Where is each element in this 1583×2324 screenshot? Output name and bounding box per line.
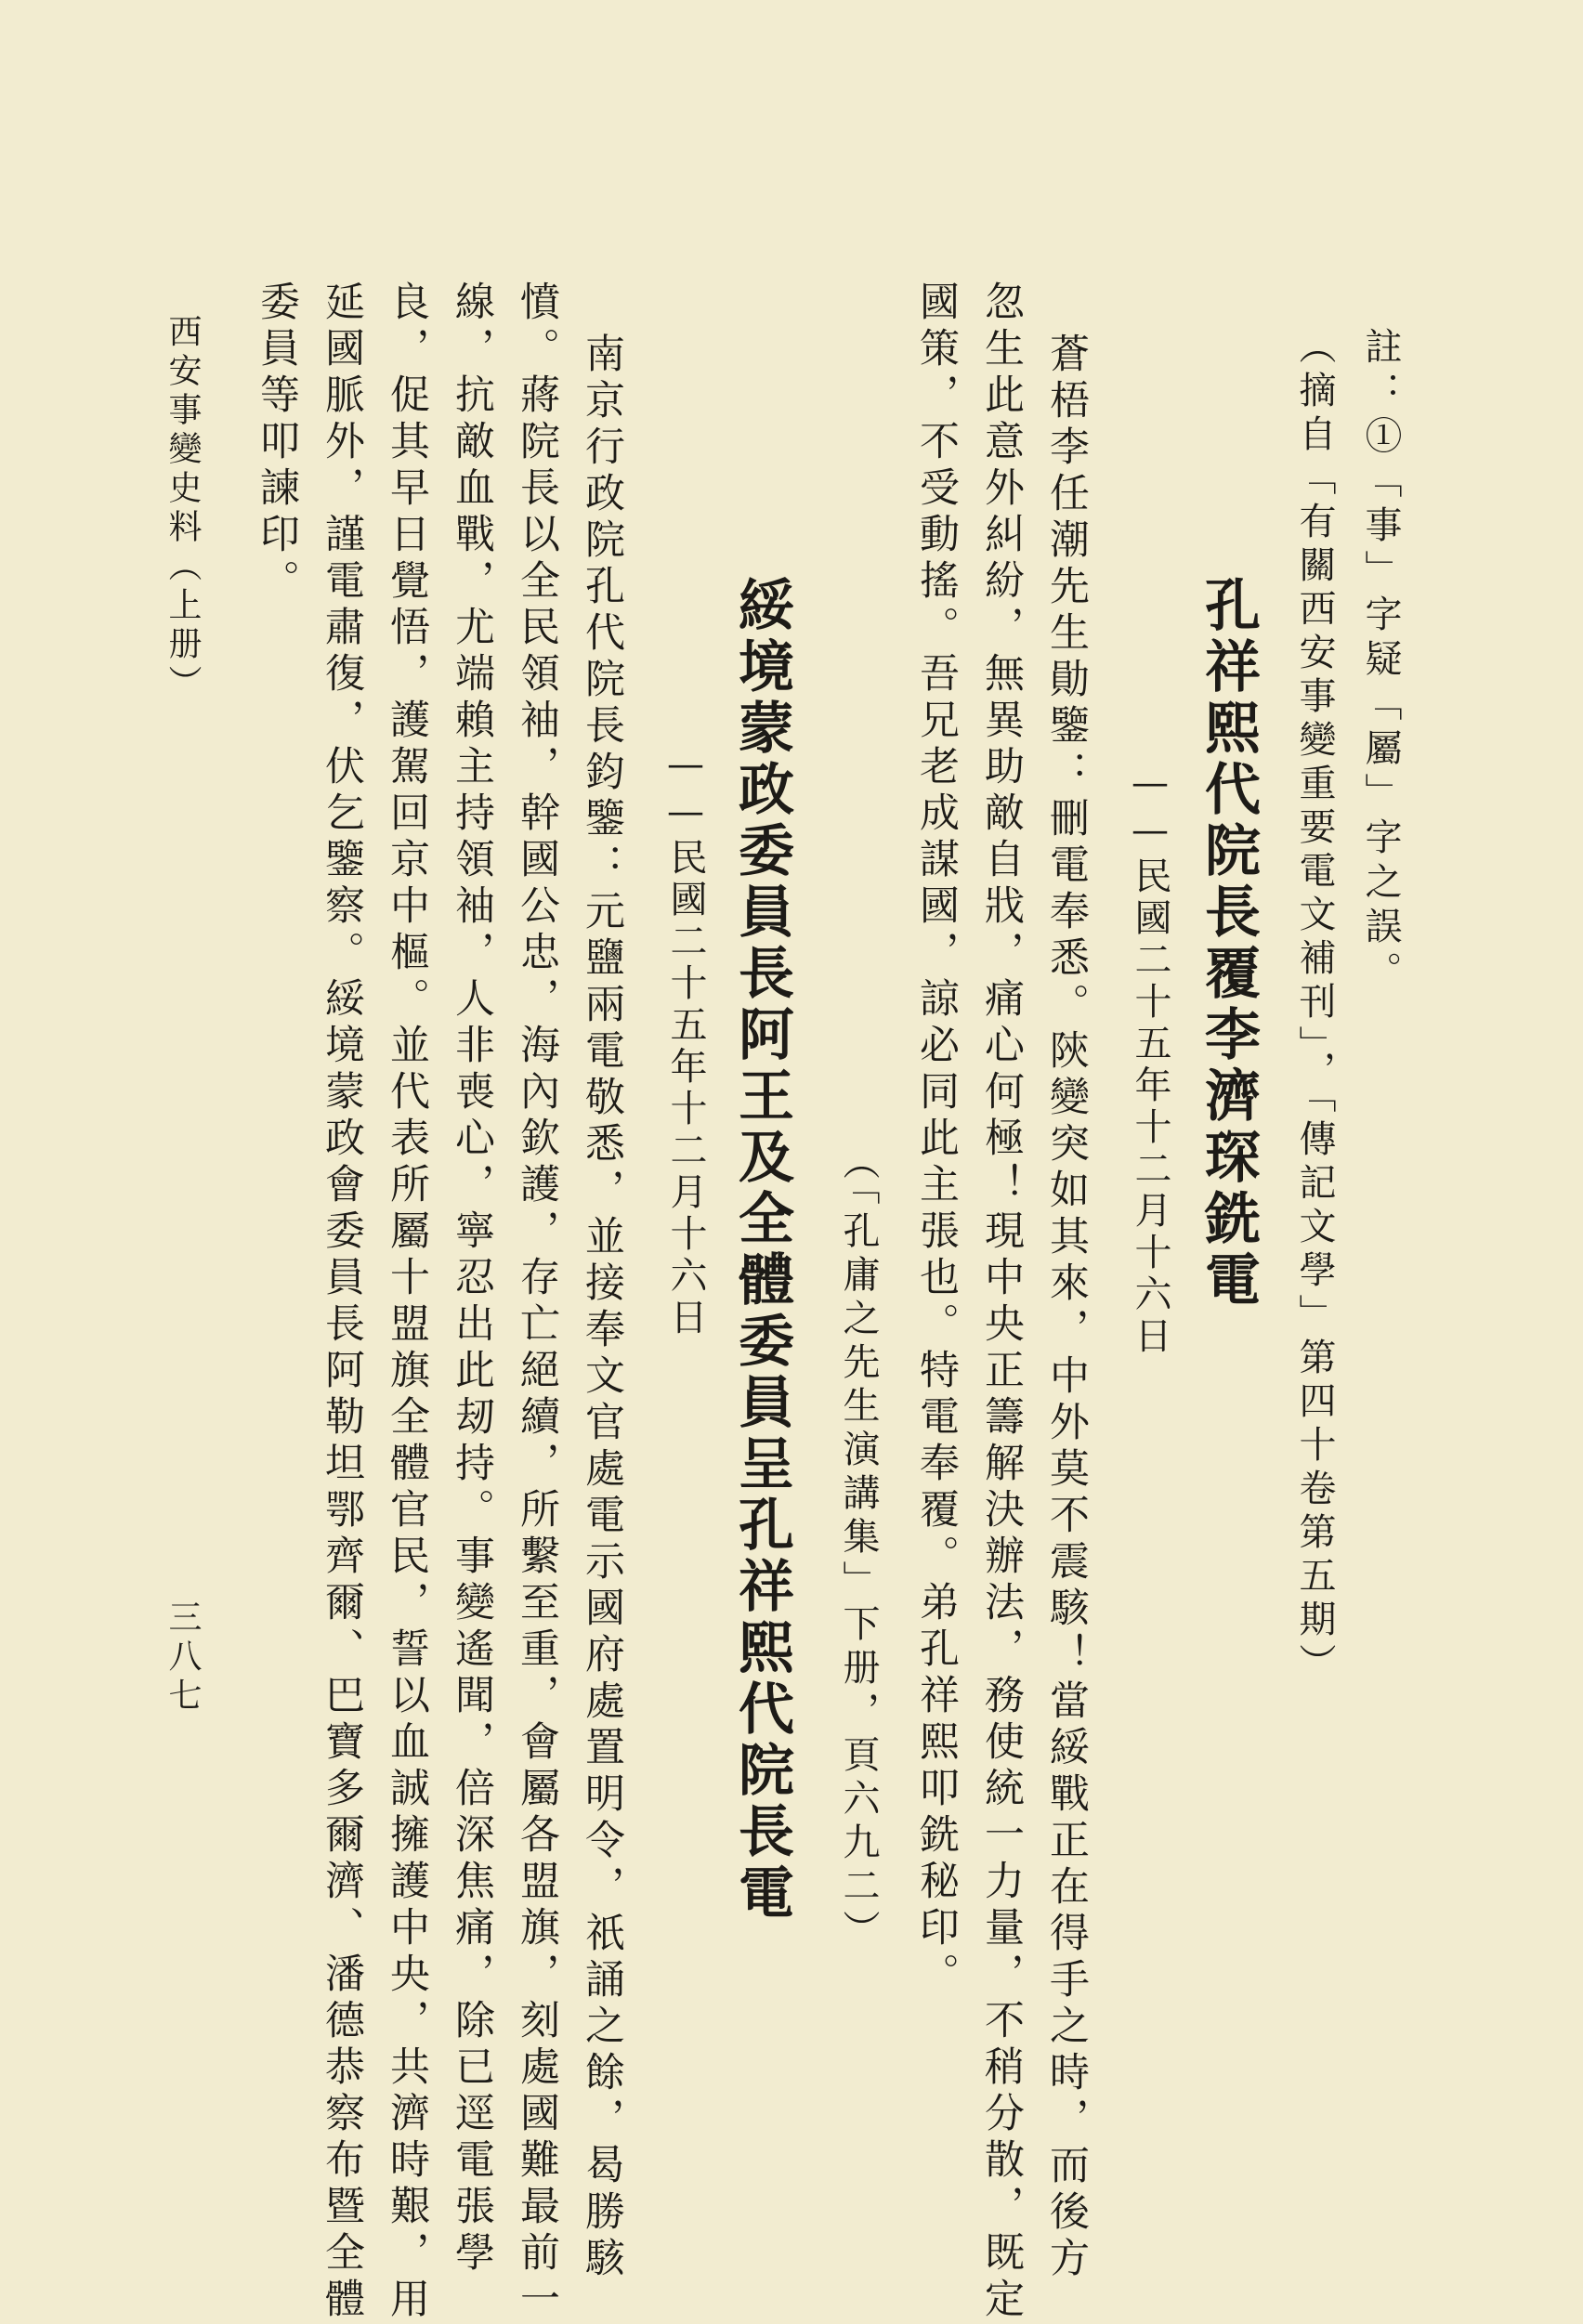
section1-title: 孔祥熙代院長覆李濟琛銑電 [1196, 576, 1261, 1312]
section1-date: ——民國二十五年十二月十六日 [1129, 762, 1171, 1358]
section2-body-line-5: 延國脈外，謹電肅復，伏乞鑒察。綏境蒙政會委員長阿勒坦鄂齊爾、巴寶多爾濟、潘德恭察布暨全體 [319, 281, 365, 2324]
footnote-source: （摘自「有關西安事變重要電文補刊」，「傳記文學」第四十卷第五期） [1293, 327, 1336, 1687]
section2-body-line-4: 良，促其早日覺悟，護駕回京中樞。並代表所屬十盟旗全體官民，誓以血誠擁護中央，共濟時艱，用 [384, 281, 430, 2324]
section1-body-line-1: 蒼梧李任潮先生勛鑒：刪電奉悉。陝變突如其來，中外莫不震駭！當綏戰正在得手之時，而後方 [1043, 333, 1090, 2283]
section2-body-line-2: 憤。蔣院長以全民領袖，幹國公忠，海內欽護，存亡絕續，所繫至重，會屬各盟旗，刻處國難最前一 [514, 281, 560, 2324]
footnote: 註：①「事」字疑「屬」字之誤。 [1359, 327, 1402, 996]
page-number: 三八七 [164, 1599, 202, 1717]
section2-title: 綏境蒙政委員長阿王及全體委員呈孔祥熙代院長電 [729, 576, 794, 1925]
section2-body-line-3: 線，抗敵血戰，尤端賴主持領袖，人非喪心，寧忍出此刼持。事變遙聞，倍深焦痛，除已逕電張學 [449, 281, 495, 2278]
section1-source: （「孔庸之先生演講集」下册，頁六九二） [837, 1142, 880, 1953]
section1-body-line-2: 忽生此意外糾紛，無異助敵自戕，痛心何極！現中央正籌解決辦法，務使統一力量，不稍分散，既定 [978, 281, 1025, 2324]
section2-body-line-1: 南京行政院孔代院長鈞鑒：元鹽兩電敬悉，並接奉文官處電示國府處置明令，祇誦之餘，曷勝駭 [579, 333, 625, 2283]
section2-body-line-6: 委員等叩諫印。 [254, 281, 300, 606]
section2-date: ——民國二十五年十二月十六日 [664, 743, 707, 1339]
book-title: 西安事變史料（上册） [164, 314, 202, 704]
section1-body-line-3: 國策，不受動搖。吾兄老成謀國，諒必同此主張也。特電奉覆。弟孔祥熙叩銑秘印。 [913, 281, 960, 1999]
